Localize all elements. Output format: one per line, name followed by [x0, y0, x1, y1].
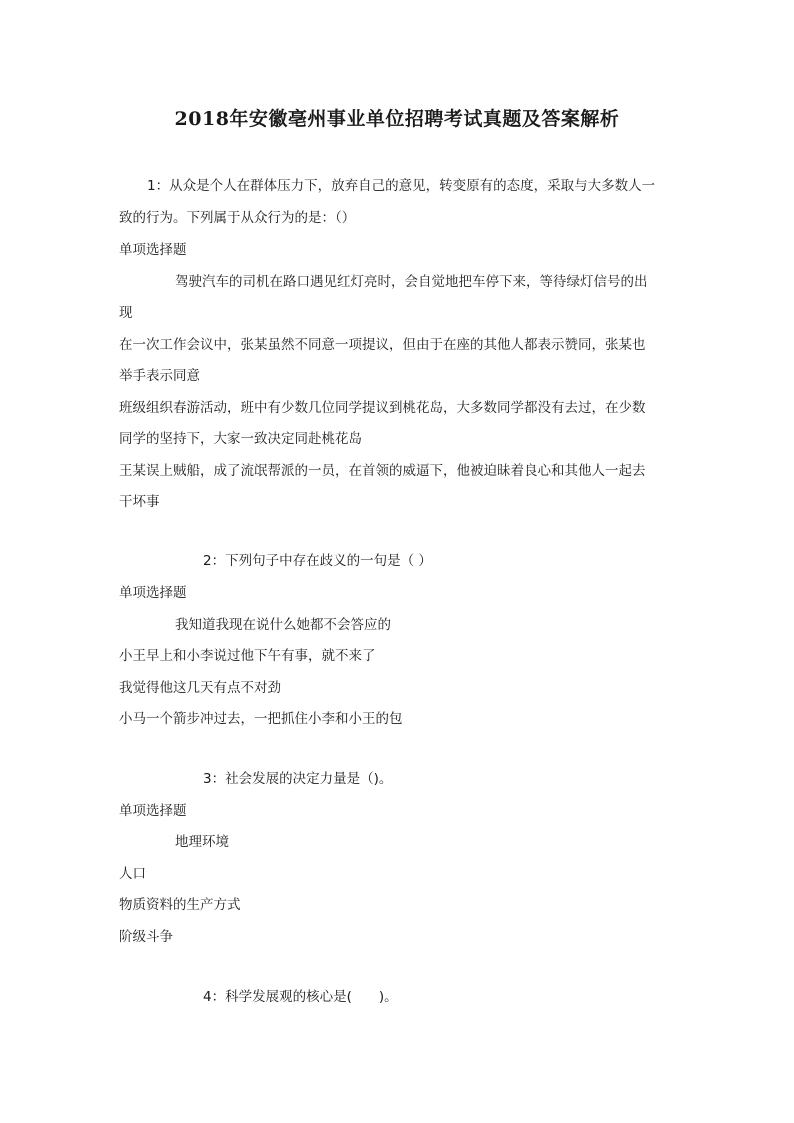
question-3-type: 单项选择题: [119, 803, 187, 819]
document-title: 2018年安徽亳州事业单位招聘考试真题及答案解析: [174, 108, 620, 130]
question-2-option-3: 我觉得他这几天有点不对劲: [119, 680, 281, 696]
question-1-option-line-2: 现: [119, 305, 133, 321]
question-2-stem-line-1: 2：下列句子中存在歧义的一句是（ ）: [203, 553, 432, 569]
question-1-stem-line-1: 1：从众是个人在群体压力下，放弃自己的意见，转变原有的态度，采取与大多数人一: [147, 178, 656, 194]
question-1-option-line-6: 同学的坚持下，大家一致决定同赴桃花岛: [119, 431, 362, 447]
question-3-option-1: 地理环境: [175, 834, 229, 850]
question-1-option-line-3: 在一次工作会议中，张某虽然不同意一项提议，但由于在座的其他人都表示赞同，张某也: [119, 337, 646, 353]
question-2-option-2: 小王早上和小李说过他下午有事，就不来了: [119, 648, 376, 664]
question-2-type: 单项选择题: [119, 585, 187, 601]
question-1-option-line-4: 举手表示同意: [119, 368, 200, 384]
question-1-option-line-8: 干坏事: [119, 494, 160, 510]
question-3-option-4: 阶级斗争: [119, 929, 173, 945]
question-1-option-line-7: 王某误上贼船，成了流氓帮派的一员，在首领的威逼下，他被迫昧着良心和其他人一起去: [119, 463, 646, 479]
question-3-option-3: 物质资料的生产方式: [119, 897, 241, 913]
question-1-option-line-5: 班级组织春游活动，班中有少数几位同学提议到桃花岛，大多数同学都没有去过，在少数: [119, 400, 646, 416]
question-4-stem-line-1: 4：科学发展观的核心是( )。: [203, 989, 398, 1005]
question-1-type: 单项选择题: [119, 242, 187, 258]
question-2-option-4: 小马一个箭步冲过去，一把抓住小李和小王的包: [119, 711, 403, 727]
question-3-stem-line-1: 3：社会发展的决定力量是（)。: [203, 771, 393, 787]
question-1-stem-line-2: 致的行为。下列属于从众行为的是：（）: [119, 210, 356, 226]
question-1-option-line-1: 驾驶汽车的司机在路口遇见红灯亮时，会自觉地把车停下来，等待绿灯信号的出: [175, 274, 648, 290]
question-2-option-1: 我知道我现在说什么她都不会答应的: [175, 617, 391, 633]
question-3-option-2: 人口: [119, 866, 146, 882]
